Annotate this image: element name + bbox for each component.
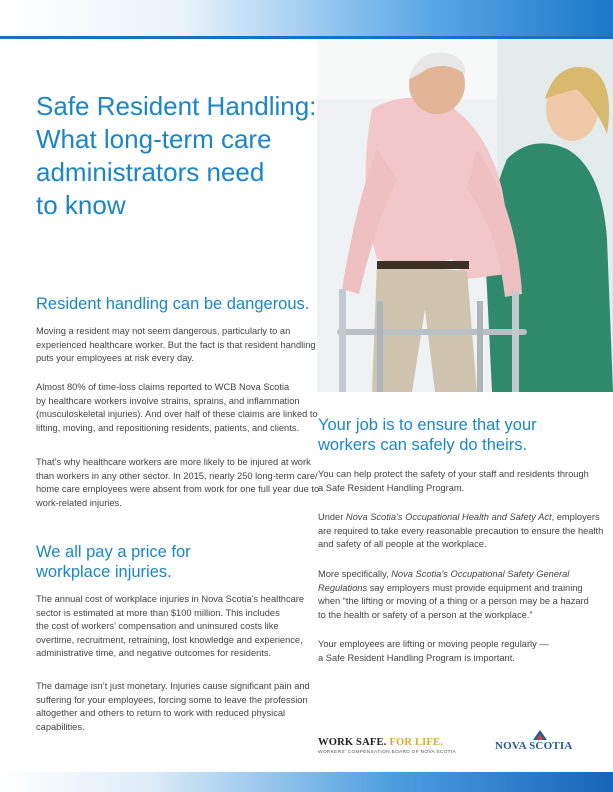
title-line: Safe Resident Handling: bbox=[36, 91, 317, 121]
text-line: to the health or safety of a person at the workplace.” bbox=[318, 609, 533, 620]
nova-scotia-wordmark: NOVA SCOTIA bbox=[495, 740, 573, 752]
text-line: The annual cost of workplace injuries in Nova Scotia’s healthcare bbox=[36, 594, 305, 604]
paragraph-risk bbox=[36, 325, 316, 366]
title-line: What long-term care bbox=[36, 124, 272, 154]
text-line: a Safe Resident Handling Program is important. bbox=[318, 652, 515, 663]
text-line: suffering for your employees, forcing some to leave the profession bbox=[36, 694, 308, 705]
wcb-logo bbox=[318, 737, 457, 759]
hero-photo-illustration bbox=[317, 39, 613, 392]
title-line: to know bbox=[36, 190, 126, 220]
text-line: home care employees were absent from work for one full year due to bbox=[36, 484, 320, 494]
text-line: Your employees are lifting or moving people regularly — bbox=[318, 639, 549, 649]
text-line: overtime, recruitment, retraining, lost knowledge and experience, bbox=[36, 634, 303, 645]
wcb-logo-subtitle: WORKERS’ COMPENSATION BOARD OF NOVA SCOTIA bbox=[318, 750, 457, 755]
paragraph-cost bbox=[36, 593, 304, 661]
section-heading-your-job bbox=[318, 415, 537, 455]
wcb-logo-wordmark bbox=[318, 737, 448, 749]
section-heading-price bbox=[36, 542, 191, 582]
wcb-logo-main: WORK SAFE. bbox=[318, 737, 387, 748]
text-line: lifting, moving, and repositioning residents, patients, and clients. bbox=[36, 422, 300, 433]
regulation-title: Nova Scotia’s Occupational Safety General bbox=[391, 569, 570, 579]
paragraph-claims bbox=[36, 381, 318, 435]
bottom-color-band bbox=[0, 772, 613, 792]
regulation-title: Regulations bbox=[318, 582, 368, 593]
text-line: sector is estimated at more than $100 million. This includes bbox=[36, 607, 280, 618]
text-line: capabilities. bbox=[36, 721, 85, 732]
text-line: administrative time, and negative outcomes for residents. bbox=[36, 648, 272, 658]
text-line: experienced healthcare worker. But the fact is that resident handling bbox=[36, 339, 316, 350]
text-line bbox=[318, 582, 589, 596]
page-title bbox=[36, 90, 317, 222]
text-line: the cost of workers’ compensation and uninsured costs like bbox=[36, 621, 279, 631]
paragraph-damage bbox=[36, 680, 310, 734]
heading-line: Your job is to ensure that your bbox=[318, 416, 537, 434]
paragraph-ohs-act bbox=[318, 511, 603, 552]
section-heading-danger bbox=[36, 294, 309, 314]
text-segment: More specifically, bbox=[318, 569, 392, 579]
text-line: That’s why healthcare workers are more likely to be injured at work bbox=[36, 457, 311, 467]
heading-line: Resident handling can be dangerous. bbox=[36, 295, 310, 313]
text-segment: Under bbox=[318, 512, 346, 522]
text-line: (musculoskeletal injuries). And over half of these claims are linked to bbox=[36, 409, 318, 419]
hero-photo bbox=[317, 39, 613, 392]
text-line: work-related injuries. bbox=[36, 497, 122, 508]
text-line: a Safe Resident Handling Program. bbox=[318, 482, 465, 493]
text-line: You can help protect the safety of your staff and residents through bbox=[318, 469, 589, 479]
heading-line: We all pay a price for bbox=[36, 543, 191, 561]
text-line: Almost 80% of time-loss claims reported to WCB Nova Scotia bbox=[36, 382, 290, 392]
title-line: administrators need bbox=[36, 157, 265, 187]
text-line: puts your employees at risk every day. bbox=[36, 353, 194, 363]
text-line: and safety of all people at the workplace. bbox=[318, 539, 487, 549]
text-line: by healthcare workers involve strains, sprains, and inflammation bbox=[36, 395, 300, 406]
nova-scotia-logo bbox=[495, 728, 579, 754]
paragraph-importance bbox=[318, 638, 549, 665]
heading-line: workers can safely do theirs. bbox=[318, 436, 528, 454]
text-line: altogether and others to return to work with reduced physical bbox=[36, 708, 286, 718]
text-line: are required to take every reasonable precaution to ensure the health bbox=[318, 525, 604, 536]
heading-line: workplace injuries. bbox=[36, 563, 172, 581]
paragraph-regulations bbox=[318, 568, 589, 622]
wcb-logo-accent: FOR LIFE. bbox=[389, 737, 444, 748]
text-line: when “the lifting or moving of a thing or a person may be a hazard bbox=[318, 596, 589, 606]
act-title: Nova Scotia’s Occupational Health and Safety Act bbox=[345, 512, 552, 522]
text-line: Moving a resident may not seem dangerous, particularly to an bbox=[36, 326, 291, 336]
paragraph-program bbox=[318, 468, 589, 495]
text-line bbox=[318, 511, 603, 525]
text-line bbox=[318, 568, 589, 582]
top-color-band bbox=[0, 0, 613, 36]
text-segment: say employers must provide equipment and training bbox=[367, 582, 583, 593]
text-line: The damage isn’t just monetary. Injuries cause significant pain and bbox=[36, 681, 310, 691]
paragraph-sector bbox=[36, 456, 319, 510]
text-line: than workers in any other sector. In 2015, nearly 250 long-term care/ bbox=[36, 470, 318, 481]
text-segment: , employers bbox=[551, 512, 600, 522]
